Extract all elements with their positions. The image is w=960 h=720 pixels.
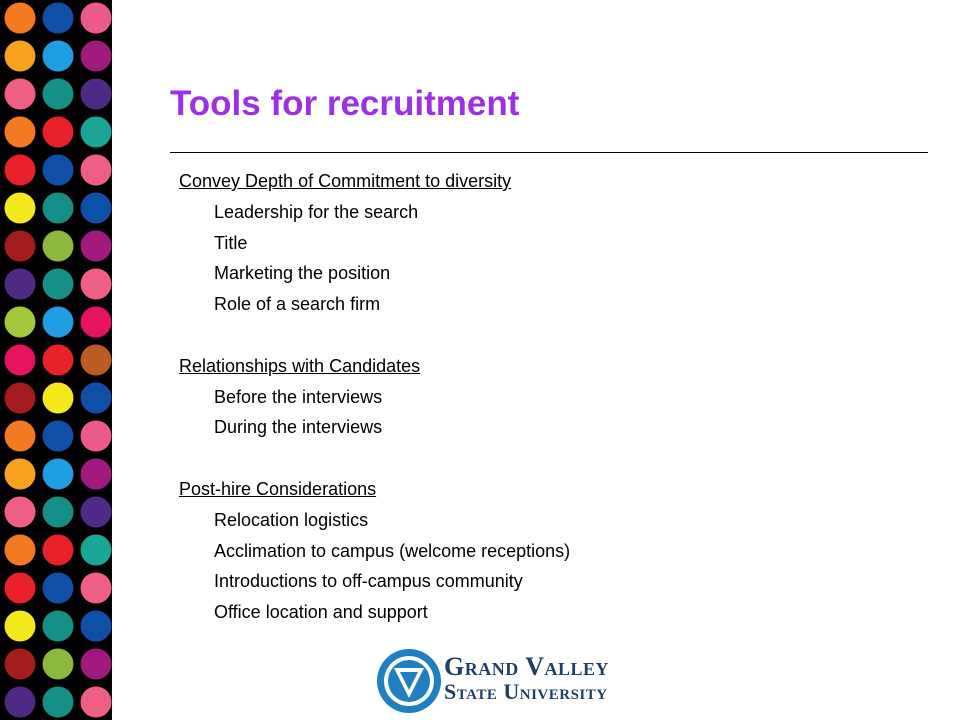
decorative-dot <box>43 421 74 452</box>
decorative-dot <box>5 3 36 34</box>
decorative-dot <box>43 269 74 300</box>
decorative-dot <box>81 79 112 110</box>
decorative-dot <box>81 345 112 376</box>
decorative-dot-pattern <box>0 0 112 720</box>
logo-line-1: Grand Valley <box>444 652 610 681</box>
decorative-dot <box>5 383 36 414</box>
logo-line-2: State University <box>444 679 608 704</box>
decorative-dot <box>43 79 74 110</box>
section-heading-commitment: Convey Depth of Commitment to diversity <box>179 171 512 191</box>
decorative-dot <box>43 535 74 566</box>
decorative-dot <box>81 155 112 186</box>
university-logo <box>376 648 610 716</box>
decorative-dot <box>5 611 36 642</box>
section-heading-candidates: Relationships with Candidates <box>179 355 421 376</box>
decorative-dot <box>5 459 36 490</box>
decorative-dot <box>5 649 36 680</box>
decorative-dot <box>5 535 36 566</box>
decorative-dot <box>43 117 74 148</box>
slide-title: Tools for recruitment <box>170 84 520 123</box>
decorative-dot <box>81 497 112 528</box>
decorative-dot <box>81 649 112 680</box>
decorative-dot <box>81 459 112 490</box>
section-spacer <box>179 320 899 351</box>
decorative-dot <box>81 193 112 224</box>
section-heading-post-hire: Post-hire Considerations <box>179 478 377 499</box>
list-item: Office location and support <box>214 602 428 623</box>
slide-body <box>179 166 899 628</box>
decorative-dot <box>5 573 36 604</box>
decorative-dot <box>43 611 74 642</box>
decorative-dot <box>5 117 36 148</box>
decorative-dot <box>81 611 112 642</box>
dot-pattern-graphic <box>0 0 112 720</box>
decorative-dot <box>43 155 74 186</box>
decorative-dot <box>43 345 74 376</box>
decorative-dot <box>5 307 36 338</box>
decorative-dot <box>81 231 112 262</box>
decorative-dot <box>5 497 36 528</box>
list-item: Role of a search firm <box>214 294 381 315</box>
title-divider <box>170 152 928 153</box>
decorative-dot <box>43 497 74 528</box>
decorative-dot <box>81 3 112 34</box>
list-item: Leadership for the search <box>214 201 419 222</box>
decorative-dot <box>81 383 112 414</box>
decorative-dot <box>43 687 74 718</box>
list-item: Introductions to off-campus community <box>214 571 523 592</box>
decorative-dot <box>43 649 74 680</box>
decorative-dot <box>5 687 36 718</box>
decorative-dot <box>5 231 36 262</box>
decorative-dot <box>43 231 74 262</box>
decorative-dot <box>81 573 112 604</box>
logo-wordmark <box>444 654 609 704</box>
decorative-dot <box>81 535 112 566</box>
decorative-dot <box>43 3 74 34</box>
decorative-dot <box>81 307 112 338</box>
decorative-dot <box>81 269 112 300</box>
list-item: Before the interviews <box>214 386 383 407</box>
decorative-dot <box>5 79 36 110</box>
decorative-dot <box>5 41 36 72</box>
decorative-dot <box>5 421 36 452</box>
decorative-dot <box>43 459 74 490</box>
list-item: Relocation logistics <box>214 509 369 530</box>
decorative-dot <box>81 41 112 72</box>
decorative-dot <box>5 155 36 186</box>
gvsu-shield-icon <box>376 648 442 714</box>
decorative-dot <box>43 41 74 72</box>
decorative-dot <box>43 193 74 224</box>
decorative-dot <box>81 117 112 148</box>
list-item: Title <box>214 232 248 253</box>
decorative-dot <box>43 573 74 604</box>
section-spacer <box>179 443 899 474</box>
decorative-dot <box>43 383 74 414</box>
decorative-dot <box>5 193 36 224</box>
decorative-dot <box>5 269 36 300</box>
decorative-dot <box>81 421 112 452</box>
decorative-dot <box>5 345 36 376</box>
list-item: Acclimation to campus (welcome receptions) <box>214 540 571 561</box>
list-item: Marketing the position <box>214 263 391 284</box>
decorative-dot <box>43 307 74 338</box>
list-item: During the interviews <box>214 417 383 438</box>
decorative-dot <box>81 687 112 718</box>
